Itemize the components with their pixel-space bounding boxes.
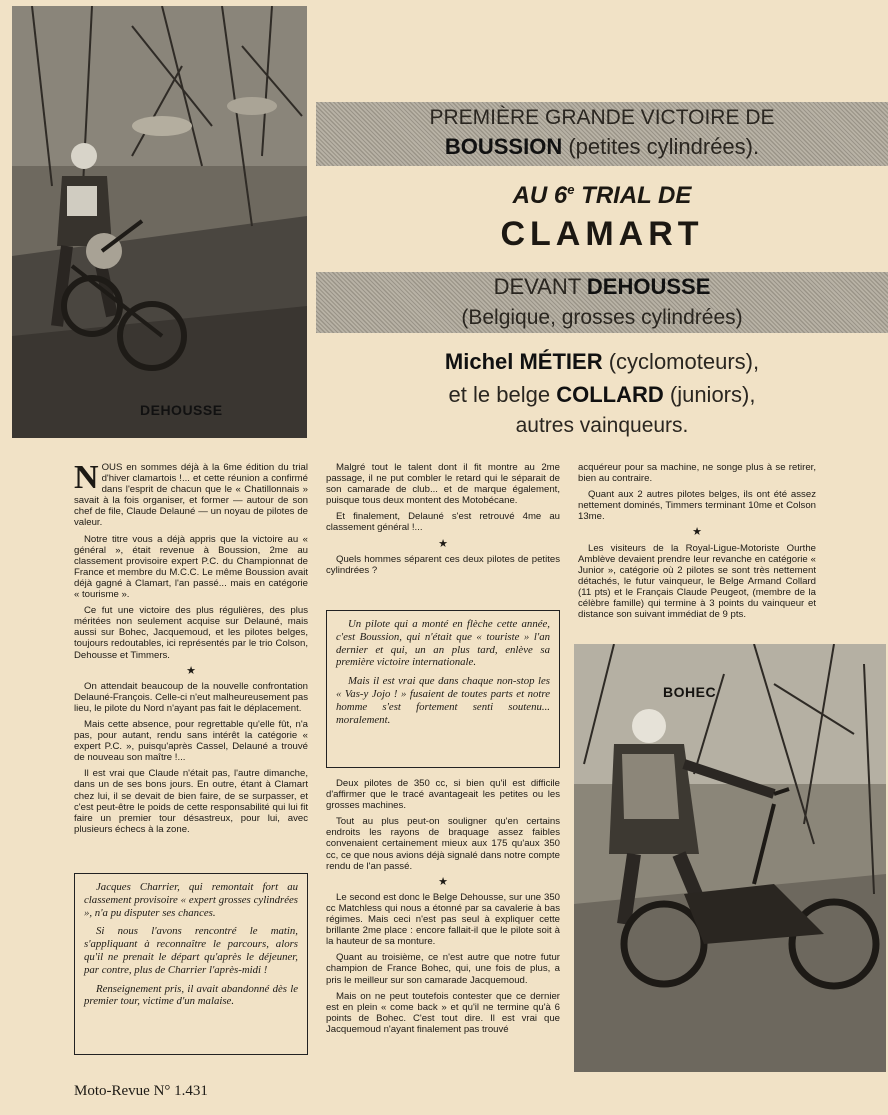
article-paragraph: Il est vrai que Claude n'était pas, l'autre dimanche, dans un de ses bons jours. En outre, étant à Clamart chez lui, il se devait de bien faire, de se surpasser, et c'est peut-être le poids de cette responsabilité qui lui fit faire un premier tour désastreux, pour lui, avec plusieurs échecs à la zone. — [74, 768, 308, 835]
headline-cyclo: (cyclomoteurs), — [608, 349, 760, 374]
article-paragraph: Malgré tout le talent dont il fit montre au 2me passage, il ne put combler le retard qui le séparait de son camarade de club... et de marque également, puisque tous deux montent des Motobécane. — [326, 462, 560, 507]
headline-juniors: (juniors), — [669, 382, 756, 407]
headline-line-8 — [316, 382, 888, 408]
article-paragraph: Quant aux 2 autres pilotes belges, ils ont été assez nettement dominés, Timmers terminant 10me et Colson 13me. — [578, 489, 816, 523]
article-paragraph: Notre titre vous a déjà appris que la victoire au « général », était revenue à Boussion, 2me au classement provisoire expert P.C. du Championnat de France et membre du M.C.C. Le même Boussion avait déjà gagné à Clamart, l'an passé... mais en catégorie « tourisme ». — [74, 533, 308, 601]
headline-sup: e — [567, 182, 575, 197]
article-paragraph: Et finalement, Delauné s'est retrouvé 4me au classement général !... — [326, 511, 560, 534]
headline-line-1: PREMIÈRE GRANDE VICTOIRE DE — [429, 106, 775, 129]
photo-dehousse-image — [12, 6, 307, 438]
headline-line-3 — [316, 182, 888, 210]
box-paragraph: Renseignement pris, il avait abandonné dès le premier tour, victime d'un malaise. — [84, 982, 298, 1008]
dropcap: N — [74, 459, 99, 496]
sidebar-box-boussion — [326, 610, 560, 768]
footer-issue: Moto-Revue N° 1.431 — [74, 1083, 208, 1099]
headline-michel: Michel — [444, 349, 514, 374]
headline-belge: et le belge — [448, 382, 551, 407]
article-paragraph: Mais cette absence, pour regrettable qu'elle fût, n'a pas, pour autant, rendu sans intérêt la catégorie « expert P.C. », puisqu'après Cassel, Delauné a trouvé de nouveau son maître !... — [74, 718, 308, 764]
headline-devant: DEVANT — [493, 274, 581, 299]
photo-dehousse-caption: DEHOUSSE — [140, 402, 223, 418]
headline-au: AU 6 — [512, 182, 568, 209]
col1-p1: OUS en sommes déjà à la 6me édition du trial d'hiver clamartois !... et cette réunion a confirmé dans l'esprit de chacun que le « Chatillonnais » savait à la fois organiser, et former — autour de son chef de file, Claude Delauné — un noyau de pilotes de valeur. — [74, 462, 308, 529]
article-column-1 — [74, 459, 308, 840]
box-paragraph: Mais il est vrai que dans chaque non-stop les « Vas-y Jojo ! » fusaient de toutes parts et notre homme s'est fortement senti soutenu... moralement. — [336, 675, 550, 726]
article-paragraph: Les visiteurs de la Royal-Ligue-Motoriste Ourthe Amblève devaient prendre leur revanche en catégorie « Junior », catégorie où 2 pilotes se sont très nettement détachés, le futur vainqueur, le Belge Armand Collard (11 pts) et le Français Claude Peugeot, (membre de la célèbre famille) qui termine à 3 points du vainqueur et distance son suivant immédiat de 9 pts. — [578, 542, 816, 621]
photo-bohec — [574, 644, 886, 1072]
headline-line-9: autres vainqueurs. — [515, 414, 689, 437]
headline-line-5 — [316, 274, 888, 300]
headline-dehousse: DEHOUSSE — [586, 274, 711, 299]
article-paragraph: On attendait beaucoup de la nouvelle confrontation Delauné-François. Celle-ci n'eut malheureusement pas lieu, le pilote du Nord n'ayant pas fait le déplacement. — [74, 680, 308, 714]
article-paragraph: Quels hommes séparent ces deux pilotes de petites cylindrées ? — [326, 553, 560, 576]
article-paragraph: Deux pilotes de 350 cc, si bien qu'il est difficile d'affirmer que le tracé avantageait les petites ou les grosses machines. — [326, 778, 560, 812]
article-column-2-top — [326, 462, 560, 581]
headline-trial: TRIAL DE — [574, 182, 692, 209]
star-separator: ★ — [186, 664, 196, 677]
article-paragraph: Mais on ne peut toutefois contester que ce dernier est en plein « come back » et qu'il ne termine qu'à 6 points de Bohec. C'est tout dire. Il est vrai que Jacquemoud n'ayant finalement pas trouvé — [326, 990, 560, 1035]
article-column-2-bottom — [326, 778, 560, 1040]
sidebar-box-charrier — [74, 873, 308, 1055]
headline-line-2 — [316, 134, 888, 160]
headline-boussion: BOUSSION — [444, 134, 563, 159]
headline-collard: COLLARD — [556, 382, 664, 407]
headline-metier: MÉTIER — [519, 349, 603, 374]
headline-line-6: (Belgique, grosses cylindrées) — [461, 306, 743, 329]
article-paragraph: Quant au troisième, ce n'est autre que notre futur champion de France Bohec, qui, une fois de plus, a pris le meilleur sur son camarade Jacquemoud. — [326, 952, 560, 986]
box-paragraph: Jacques Charrier, qui remontait fort au classement provisoire « expert grosses cylindrées », n'a pu disputer ses chances. — [84, 881, 298, 919]
headline-clamart: CLAMART — [500, 215, 704, 253]
box-paragraph: Si nous l'avons rencontré le matin, s'appliquant à reconnaître le parcours, alors qu'il ne prenait le départ qu'après le déjeuner, par contre, plus de Charrier l'après-midi ! — [84, 925, 298, 976]
article-paragraph: Le second est donc le Belge Dehousse, sur une 350 cc Matchless qui nous a étonné par sa cavalerie à bas régimes. Mais ceci n'est pas seul à expliquer cette brillante 2me place : encore fallait-il que le pilote soit à la hauteur de sa monture. — [326, 891, 560, 948]
photo-bohec-caption: BOHEC — [663, 684, 717, 700]
star-separator: ★ — [438, 537, 448, 550]
article-paragraph — [74, 459, 308, 529]
star-separator: ★ — [692, 526, 702, 539]
box-paragraph: Un pilote qui a monté en flèche cette année, c'est Boussion, qui n'était que « touriste » l'an dernier et qui, un an plus tard, enlève sa première victoire internationale. — [336, 618, 550, 669]
article-column-3 — [578, 462, 816, 625]
photo-bohec-image — [574, 644, 886, 1072]
photo-dehousse — [12, 6, 307, 438]
star-separator: ★ — [438, 875, 448, 888]
article-paragraph: Ce fut une victoire des plus régulières, des plus méritées non seulement acquise sur Delauné, mais aussi sur Bohec, Jacquemoud, et les pilotes belges, toujours redoutables, ici représentés par le trio Colson, Dehousse et Timmers. — [74, 605, 308, 661]
headline-line-7 — [316, 349, 888, 375]
headline-petites: (petites cylindrées). — [568, 134, 760, 159]
article-paragraph: Tout au plus peut-on souligner qu'en certains endroits les rayons de braquage assez faibles convenaient certainement mieux aux 175 qu'aux 350 cc, ce que nous avions déjà signalé dans notre compte rendu de l'an passé. — [326, 816, 560, 872]
article-paragraph: acquéreur pour sa machine, ne songe plus à se retirer, bien au contraire. — [578, 462, 816, 485]
